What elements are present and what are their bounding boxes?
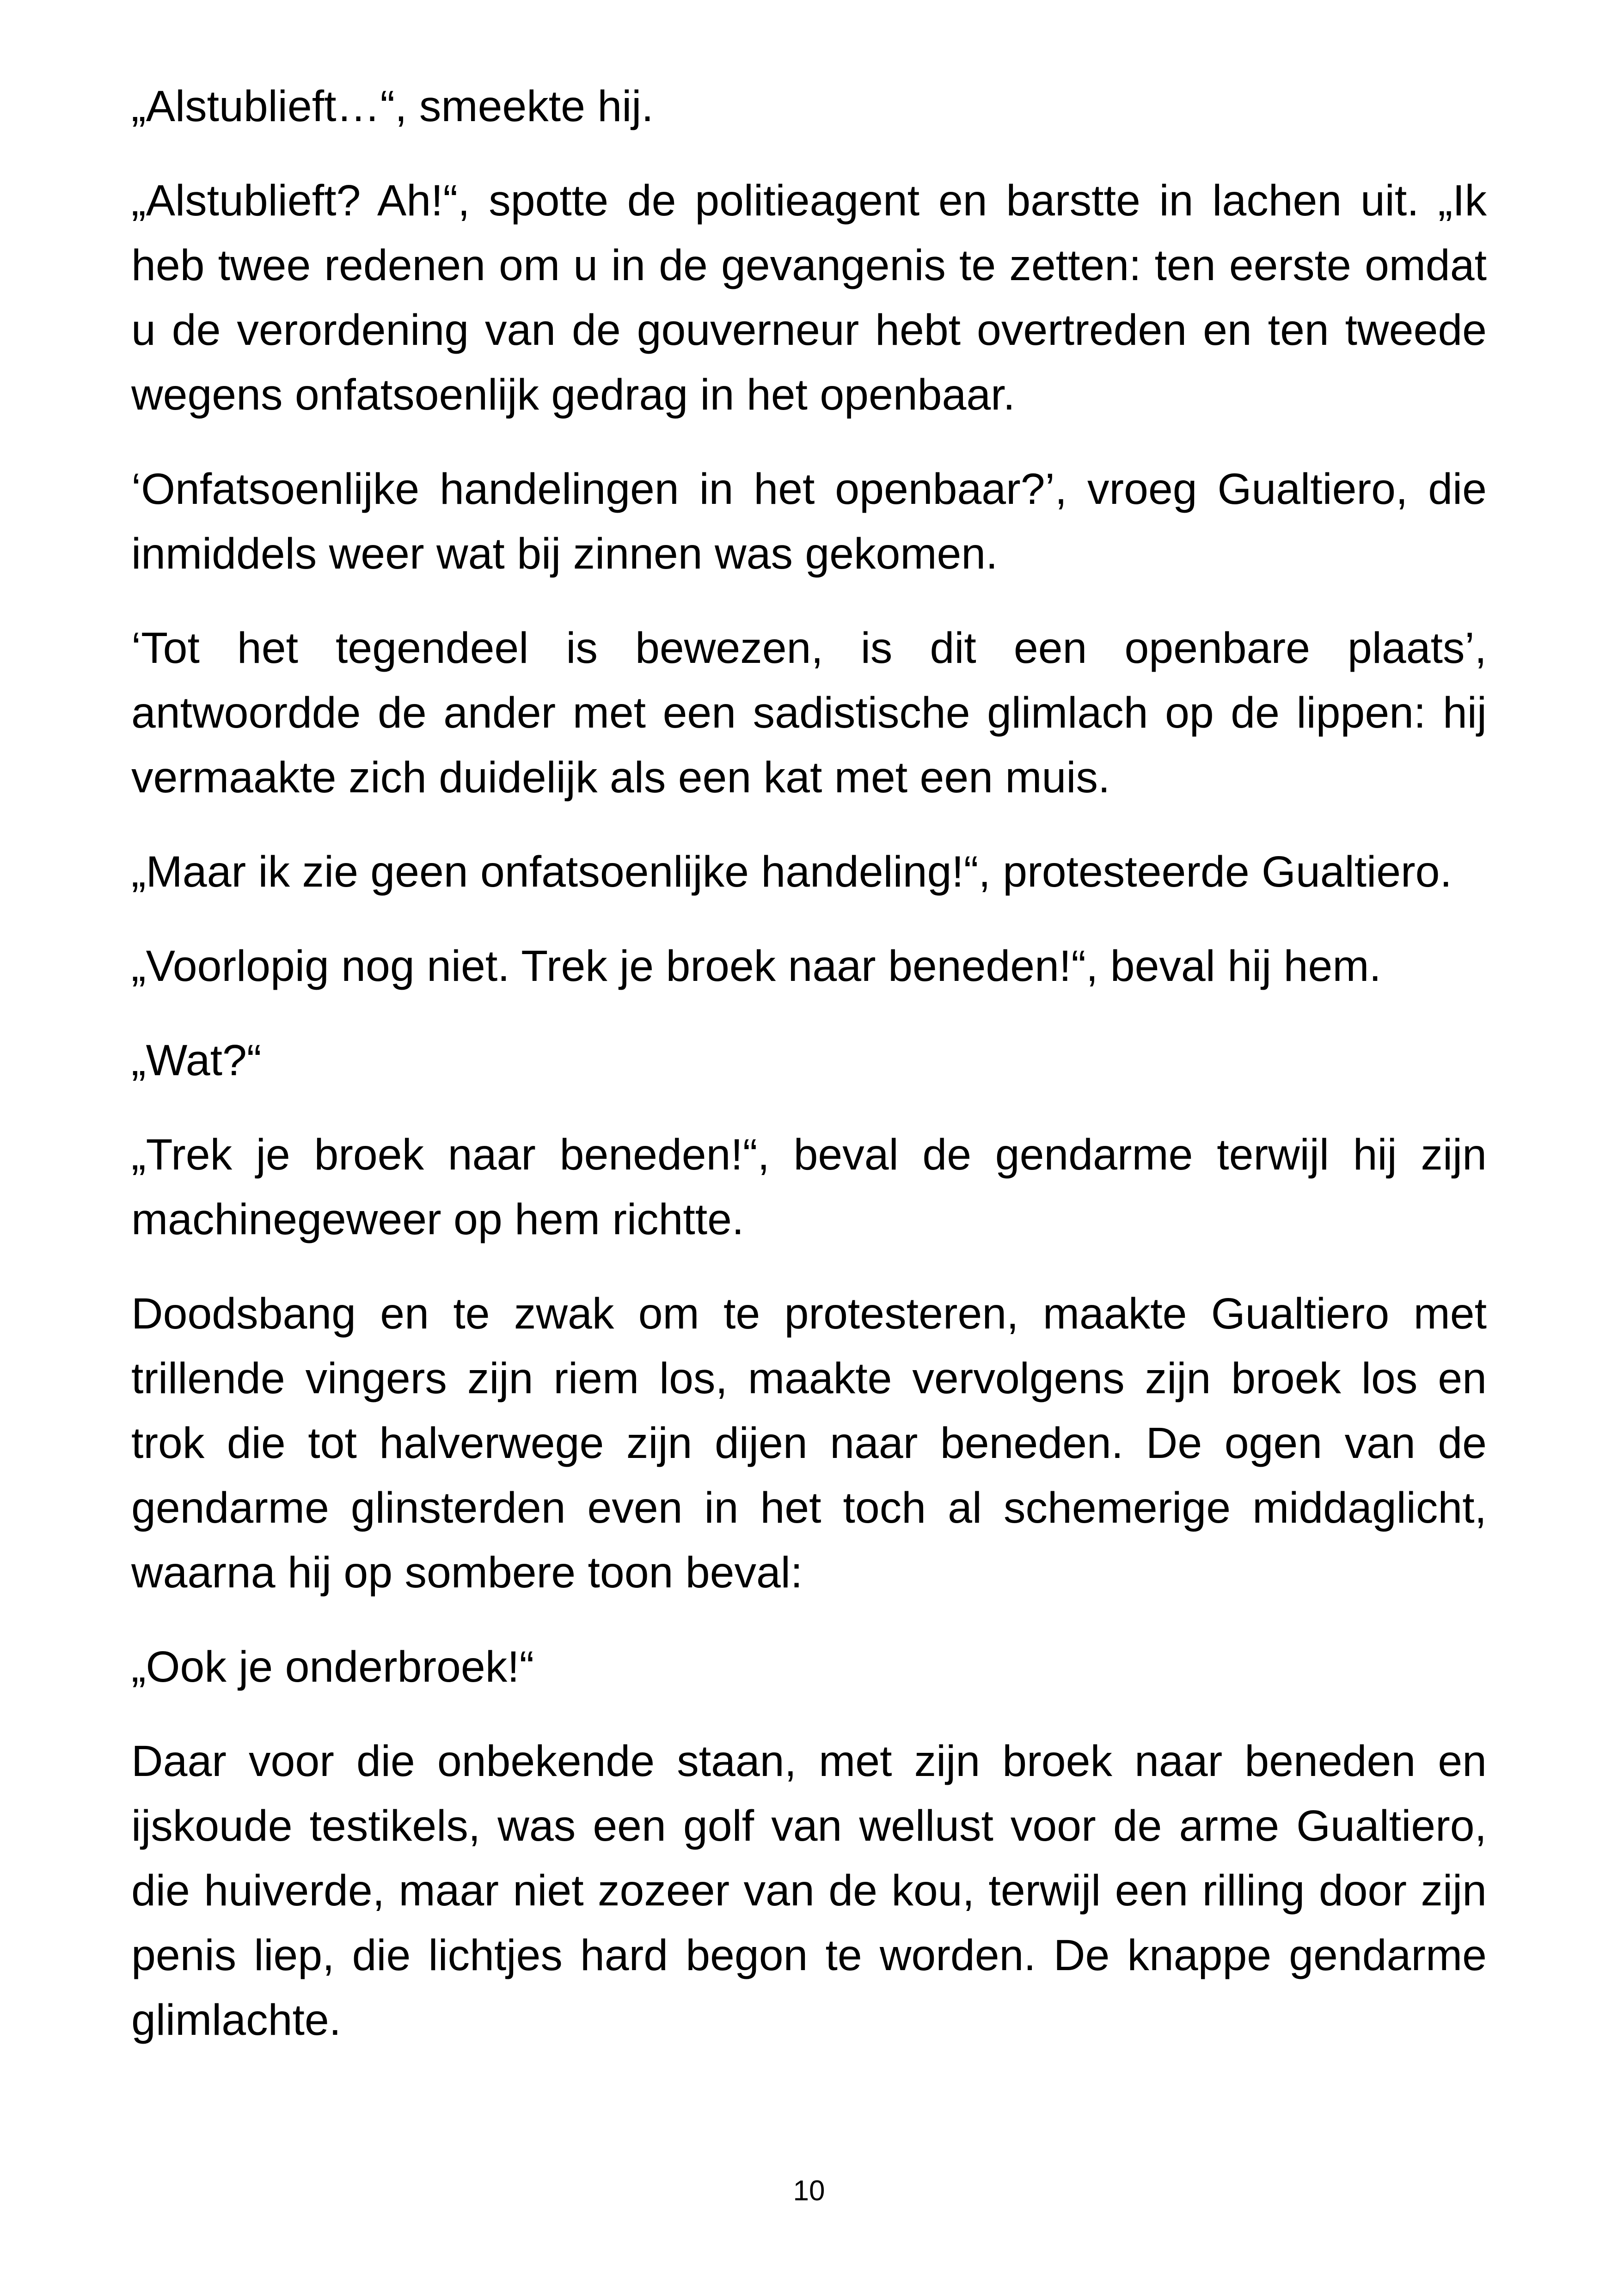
paragraph-9: Doodsbang en te zwak om te protesteren, maakte Gualtiero met trillende vingers zijn riem los, maakte vervolgens zijn broek los en trok die tot halverwege zijn dijen naar beneden. De ogen van de gendarme glinsterden even in het toch al schemerige middaglicht, waarna hij op sombere toon beval:	[131, 1289, 1487, 1597]
paragraph-3: ‘Onfatsoenlijke handelingen in het openbaar?’, vroeg Gualtiero, die inmiddels weer wat bij zinnen was gekomen.	[131, 465, 1487, 578]
paragraph-1: „Alstublieft…“, smeekte hij.	[131, 82, 654, 131]
paragraph-8: „Trek je broek naar beneden!“, beval de gendarme terwijl hij zijn machinegeweer op hem richtte.	[131, 1130, 1487, 1244]
paragraph-6: „Voorlopig nog niet. Trek je broek naar beneden!“, beval hij hem.	[131, 942, 1381, 991]
paragraph-5: „Maar ik zie geen onfatsoenlijke handeling!“, protesteerde Gualtiero.	[131, 847, 1452, 896]
paragraph-2: „Alstublieft? Ah!“, spotte de politieagent en barstte in lachen uit. „Ik heb twee redenen om u in de gevangenis te zetten: ten eerste omdat u de verordening van de gouverneur hebt overtreden en ten tweede wegens onfatsoenlijk gedrag in het openbaar.	[131, 176, 1487, 419]
body-text	[131, 74, 1487, 2082]
paragraph-10: „Ook je onderbroek!“	[131, 1642, 534, 1691]
paragraph-11: Daar voor die onbekende staan, met zijn broek naar beneden en ijskoude testikels, was een golf van wellust voor de arme Gualtiero, die huiverde, maar niet zozeer van de kou, terwijl een rilling door zijn penis liep, die lichtjes hard begon te worden. De knappe gendarme glimlachte.	[131, 1737, 1487, 2045]
page-number: 10	[793, 2175, 825, 2207]
paragraph-7: „Wat?“	[131, 1036, 262, 1085]
paragraph-4: ‘Tot het tegendeel is bewezen, is dit een openbare plaats’, antwoordde de ander met een sadistische glimlach op de lippen: hij vermaakte zich duidelijk als een kat met een muis.	[131, 624, 1487, 802]
